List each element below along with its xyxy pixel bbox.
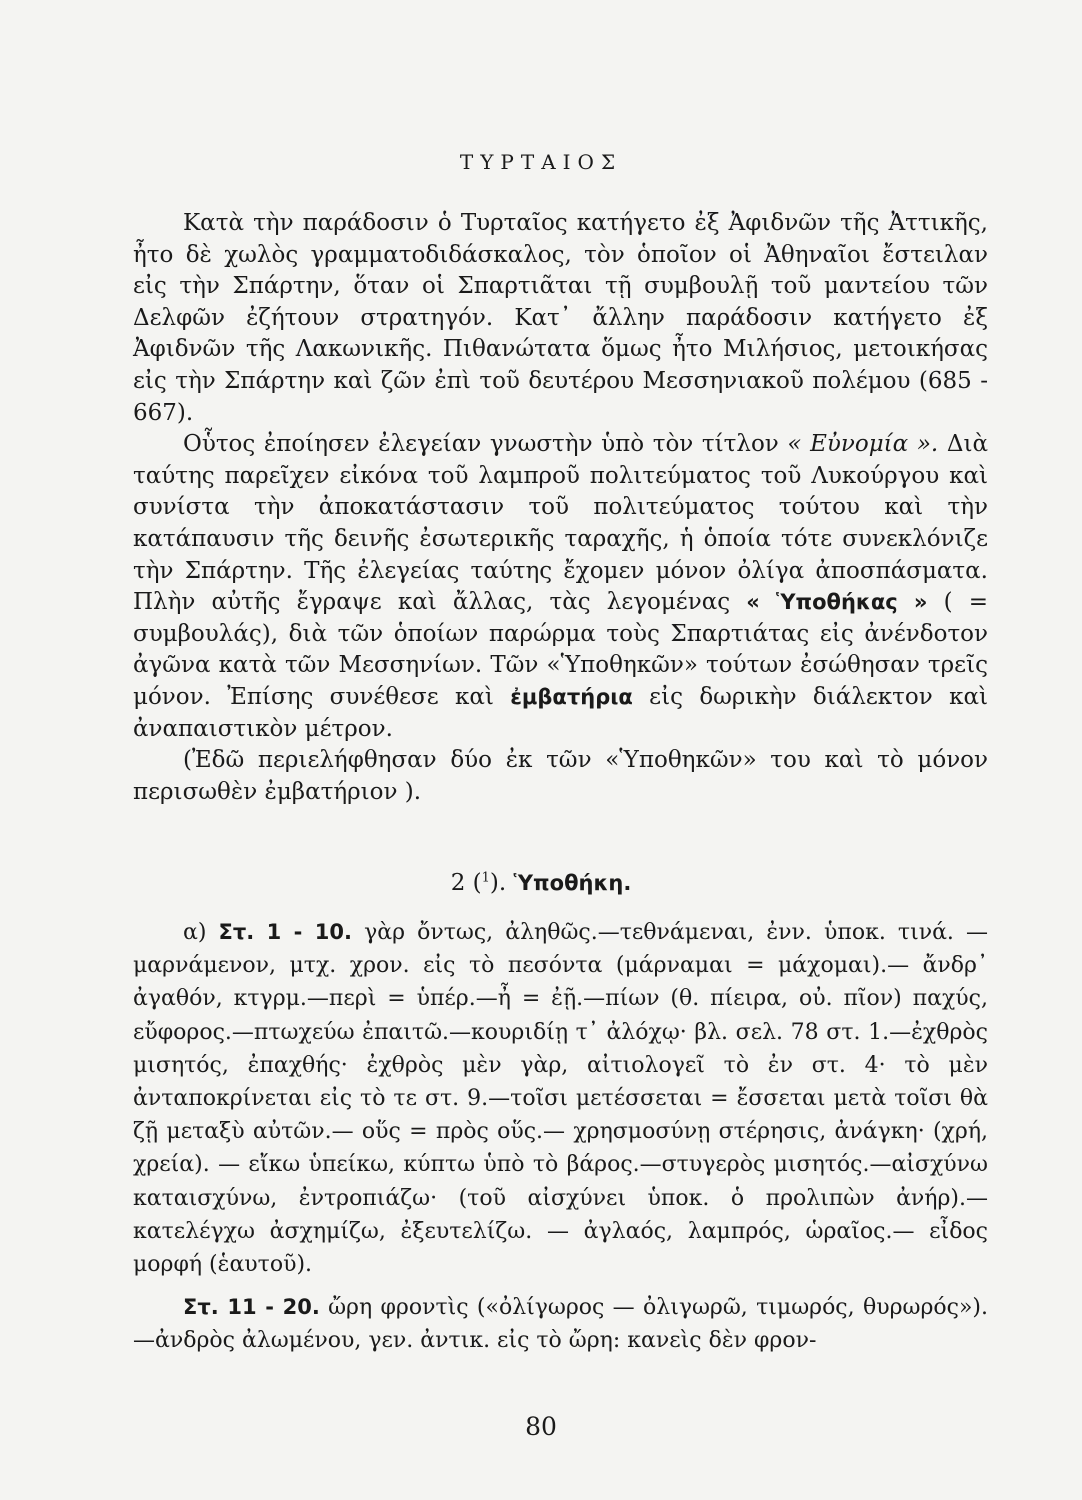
page-header: ΤΥΡΤΑΙΟΣ <box>459 150 623 174</box>
section-heading: Ὑποθήκη. <box>513 871 632 895</box>
term-embateria: ἐμβατήρια <box>510 684 633 709</box>
commentary-paragraph-a: α) Στ. 1 - 10. γὰρ ὄντως, ἀληθῶς.—τεθνάμεναι, ἐνν. ὑποκ. τινά. —μαρνάμενον, μτχ. χρον. εἰς τὸ πεσόντα (μάρναμαι = μάχομαι).— ἄνδρ᾽ ἀγαθόν, κτγρμ.—περὶ = ὑπέρ.—ἦ = ἐῇ.—πίων (θ. πίειρα, οὐ. πῖον) παχύς, εὔφορος.—πτωχεύω ἐπαιτῶ.—κουριδίῃ τ᾽ ἀλόχῳ· βλ. σελ. 78 στ. 1.—ἐχθρὸς μισητός, ἐπαχθής· ἐχθρὸς μὲν γὰρ, αἰτιολογεῖ τὸ ἐν στ. 4· τὸ μὲν ἀνταποκρίνεται εἰς τὸ τε στ. 9.—τοῖσι μετέσσεται = ἔσσεται μετὰ τοῖσι θὰ ζῇ μεταξὺ αὐτῶν.— οὕς = πρὸς οὕς.— χρησμοσύνῃ στέρησις, ἀνάγκη· (χρή, χρεία). — εἴκω ὑπείκω, κύπτω ὑπὸ τὸ βάρος.—στυγερὸς μισητός.—αἰσχύνω καταισχύνω, ἐντροπιάζω· (τοῦ αἰσχύνει ὑποκ. ὁ προλιπὼν ἀνήρ).—κατελέγχω ἀσχημίζω, ἐξευτελίζω. — ἀγλαός, λαμπρός, ὡραῖος.— εἶδος μορφή (ἑαυτοῦ). <box>133 920 988 1278</box>
verse-range: Στ. 11 - 20. <box>183 1295 320 1320</box>
footnote-marker: 1 <box>481 870 490 886</box>
page-number: 80 <box>525 1412 557 1441</box>
section-number: 2 <box>450 870 466 896</box>
section-title: 2 ($^1$). Ὑποθήκη. <box>450 870 632 896</box>
intro-paragraph-2: Οὗτος ἐποίησεν ἐλεγείαν γνωστὴν ὑπὸ τὸν τίτλον « Εὐνομία ». Διὰ ταύτης παρεῖχεν εἰκόνα τοῦ λαμπροῦ πολιτεύματος τοῦ Λυκούργου καὶ συνίστα τὴν ἀποκατάστασιν τοῦ πολιτεύματος τούτου καὶ τὴν κατάπαυσιν τῆς δεινῆς ἐσωτερικῆς ταραχῆς, ἡ ὁποία τότε συνεκλόνιζε τὴν Σπάρτην. Τῆς ἐλεγείας ταύτης ἔχομεν μόνον ὀλίγα ἀποσπάσματα. Πλὴν αὐτῆς ἔγραψε καὶ ἄλλας, τὰς λεγομένας « Ὑποθήκας » ( = συμβουλάς), διὰ τῶν ὁποίων παρώρμα τοὺς Σπαρτιάτας εἰς ἀνένδοτον ἀγῶνα κατὰ τῶν Μεσσηνίων. Τῶν «Ὑποθηκῶν» τούτων ἐσώθησαν τρεῖς μόνον. Ἐπίσης συνέθεσε καὶ ἐμβατήρια εἰς δωρικὴν διάλεκτον καὶ ἀναπαιστικὸν μέτρον. <box>133 431 989 742</box>
term-hypothekas: « Ὑποθήκας » <box>746 590 928 615</box>
poem-title: « Εὐνομία ». <box>787 431 939 458</box>
intro-paragraph-1: Κατὰ τὴν παράδοσιν ὁ Τυρταῖος κατήγετο ἐξ Ἀφιδνῶν τῆς Ἀττικῆς, ἦτο δὲ χωλὸς γραμματοδιδάσκαλος, τὸν ὁποῖον οἱ Ἀθηναῖοι ἔστειλαν εἰς τὴν Σπάρτην, ὅταν οἱ Σπαρτιᾶται τῇ συμβουλῇ τοῦ μαντείου τῶν Δελφῶν ἐζήτουν στρατηγόν. Κατ᾽ ἄλλην παράδοσιν κατήγετο ἐξ Ἀφιδνῶν τῆς Λακωνικῆς. Πιθανώτατα ὅμως ἦτο Μιλήσιος, μετοικήσας εἰς τὴν Σπάρτην καὶ ζῶν ἐπὶ τοῦ δευτέρου Μεσσηνιακοῦ πολέμου (685 - 667). <box>133 210 988 426</box>
verse-range: Στ. 1 - 10. <box>218 920 352 944</box>
commentary-paragraph-b: Στ. 11 - 20. ὤρη φροντὶς («ὀλίγωρος — ὀλιγωρῶ, τιμωρός, θυρωρός»).—ἀνδρὸς ἀλωμένου, γεν. ἀντικ. εἰς τὸ ὤρη: κανεὶς δὲν φρον- <box>133 1295 988 1354</box>
intro-paragraph-3: (Ἐδῶ περιελήφθησαν δύο ἐκ τῶν «Ὑποθηκῶν» του καὶ τὸ μόνον περισωθὲν ἐμβατήριον ). <box>133 747 988 805</box>
commentary <box>133 916 988 1358</box>
intro-text <box>133 208 988 808</box>
